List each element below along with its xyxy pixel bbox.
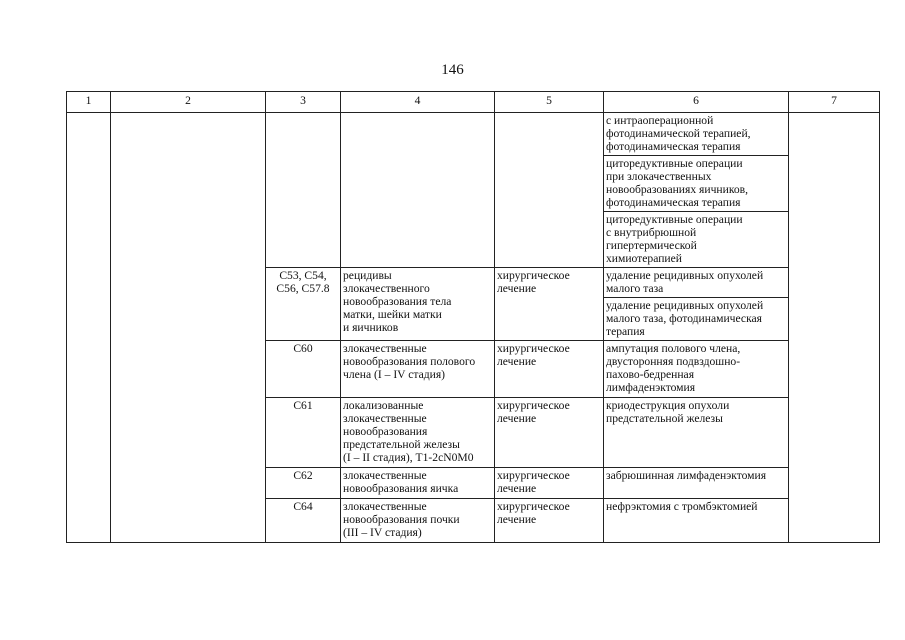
cell-code: C53, C54, C56, C57.8 (266, 268, 341, 341)
cell-col1 (67, 113, 111, 543)
cell-code: C61 (266, 398, 341, 468)
cell-treatment: хирургическое лечение (495, 341, 604, 398)
cell-method: с интраоперационной фотодинамической терапией, фотодинамическая терапия (604, 113, 789, 156)
column-header: 6 (604, 92, 789, 113)
cell-treatment: хирургическое лечение (495, 268, 604, 341)
table-row (67, 113, 880, 156)
cell-method: ампутация полового члена, двусторонняя подвздошно- пахово-бедренная лимфаденэктомия (604, 341, 789, 398)
cell-treatment: хирургическое лечение (495, 499, 604, 543)
cell-col2 (111, 113, 266, 543)
cell-code-empty (266, 113, 341, 268)
column-header: 7 (789, 92, 880, 113)
cell-method: удаление рецидивных опухолей малого таза, фотодинамическая терапия (604, 298, 789, 341)
cell-method: удаление рецидивных опухолей малого таза (604, 268, 789, 298)
cell-method: криодеструкция опухоли предстательной железы (604, 398, 789, 468)
cell-model: злокачественные новообразования полового члена (I – IV стадия) (341, 341, 495, 398)
cell-method: забрюшинная лимфаденэктомия (604, 468, 789, 499)
cell-treatment-empty (495, 113, 604, 268)
cell-treatment: хирургическое лечение (495, 398, 604, 468)
cell-code: C62 (266, 468, 341, 499)
cell-code: C64 (266, 499, 341, 543)
medical-care-table (66, 91, 880, 543)
cell-treatment: хирургическое лечение (495, 468, 604, 499)
page-number: 146 (441, 62, 464, 78)
cell-method: циторедуктивные операции при злокачественных новообразованиях яичников, фотодинамическая терапия (604, 156, 789, 212)
column-header: 5 (495, 92, 604, 113)
cell-col7 (789, 113, 880, 543)
cell-model: локализованные злокачественные новообразования предстательной железы (I – II стадия), T1-2cN0M0 (341, 398, 495, 468)
cell-model: злокачественные новообразования почки (III – IV стадия) (341, 499, 495, 543)
cell-model: рецидивы злокачественного новообразования тела матки, шейки матки и яичников (341, 268, 495, 341)
cell-model-empty (341, 113, 495, 268)
cell-method: циторедуктивные операции с внутрибрюшной гипертермической химиотерапией (604, 212, 789, 268)
cell-model: злокачественные новообразования яичка (341, 468, 495, 499)
column-header: 1 (67, 92, 111, 113)
column-header: 2 (111, 92, 266, 113)
table-header-row (67, 92, 880, 113)
cell-code: C60 (266, 341, 341, 398)
column-header: 4 (341, 92, 495, 113)
column-header: 3 (266, 92, 341, 113)
cell-method: нефрэктомия с тромбэктомией (604, 499, 789, 543)
